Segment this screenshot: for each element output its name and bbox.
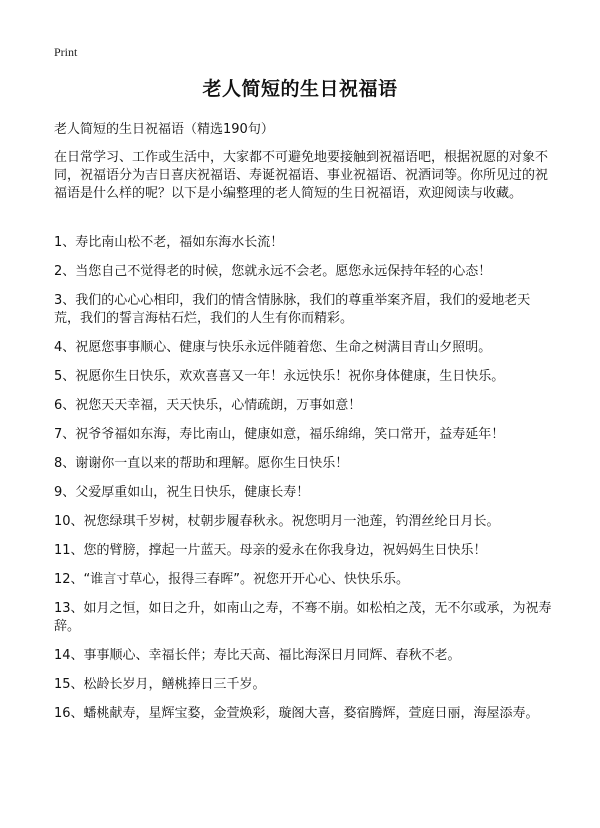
blessing-item: 9、父爱厚重如山，祝生日快乐，健康长寿！ (54, 485, 310, 500)
intro-paragraph: 在日常学习、工作或生活中，大家都不可避免地要接触到祝福语吧，根据祝愿的对象不同，祝福语分为吉日喜庆祝福语、寿诞祝福语、事业祝福语、祝酒词等。你所见过的祝福语是什么样的呢？以下是小编整理的老人简短的生日祝福语，欢迎阅读与收藏。 (54, 150, 549, 201)
blessing-item: 4、祝愿您事事顺心、健康与快乐永远伴随着您、生命之树满目青山夕照明。 (54, 340, 492, 355)
blessing-item: 13、如月之恒，如日之升，如南山之寿，不骞不崩。如松柏之茂，无不尔或承，为祝寿辞。 (54, 601, 552, 634)
blessing-item: 16、蟠桃献寿，星辉宝婺，金萱焕彩，璇阁大喜，婺宿腾辉，萱庭日丽，海屋添寿。 (54, 706, 539, 721)
blessing-item: 15、松龄长岁月，鳝桃捧日三千岁。 (54, 677, 266, 692)
blessing-item: 7、祝爷爷福如东海，寿比南山，健康如意，福乐绵绵，笑口常开，益寿延年！ (54, 427, 505, 442)
blessing-item: 3、我们的心心心相印，我们的情含情脉脉，我们的尊重举案齐眉，我们的爱地老天荒，我们的誓言海枯石烂，我们的人生有你而精彩。 (54, 293, 531, 326)
blessing-item: 2、当您自己不觉得老的时候，您就永远不会老。愿您永远保持年轻的心态！ (54, 264, 492, 279)
blessing-item: 6、祝您天天幸福，天天快乐，心情疏朗，万事如意！ (54, 398, 362, 413)
print-link[interactable]: Print (54, 45, 78, 59)
blessing-item: 5、祝愿你生日快乐，欢欢喜喜又一年！永远快乐！祝你身体健康，生日快乐。 (54, 369, 505, 384)
blessing-item: 10、祝您绿琪千岁树，杖朝步履春秋永。祝您明月一池莲，钓渭丝纶日月长。 (54, 514, 500, 529)
document-subtitle: 老人简短的生日祝福语（精选190句） (54, 122, 274, 137)
blessing-item: 11、您的臂膀，撑起一片蓝天。母亲的爱永在你我身边，祝妈妈生日快乐！ (54, 543, 487, 558)
blessing-item: 8、谢谢你一直以来的帮助和理解。愿你生日快乐！ (54, 456, 349, 471)
blessing-list (54, 234, 554, 734)
blessing-item: 1、寿比南山松不老，福如东海水长流！ (54, 235, 284, 250)
document-title: 老人简短的生日祝福语 (202, 78, 398, 100)
blessing-item: 14、事事顺心、幸福长伴；寿比天高、福比海深日月同辉、春秋不老。 (54, 648, 461, 663)
blessing-item: 12、“谁言寸草心，报得三春晖”。祝您开开心心、快快乐乐。 (54, 572, 410, 587)
